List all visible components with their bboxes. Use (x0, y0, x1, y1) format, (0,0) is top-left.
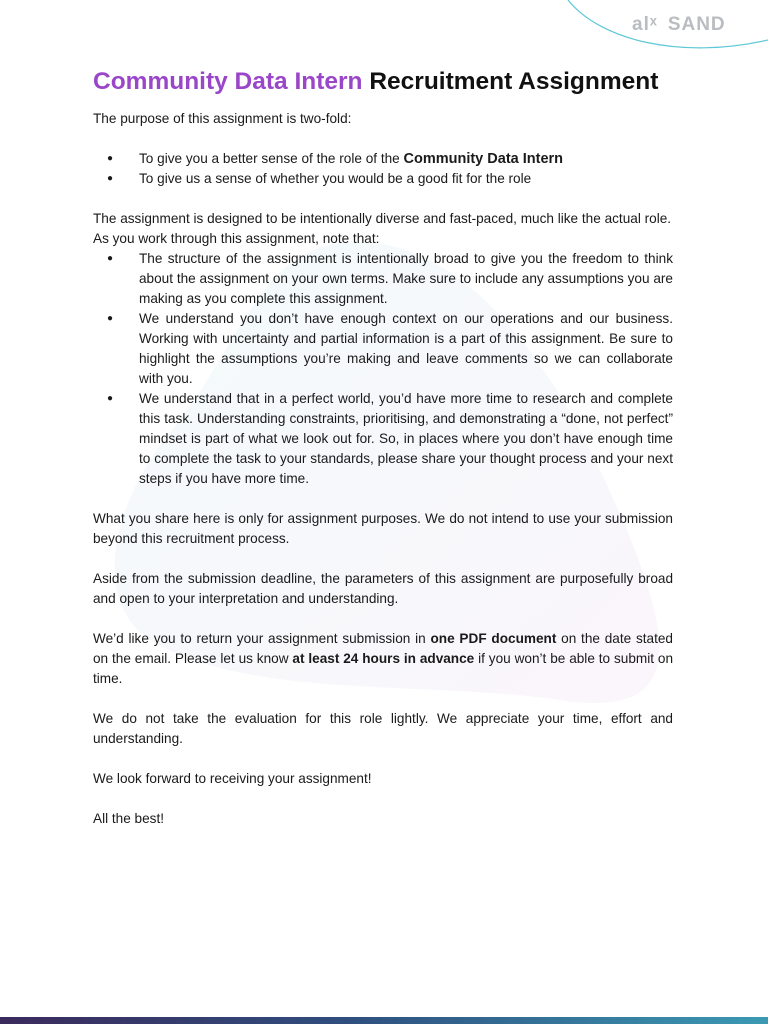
closing-line: We look forward to receiving your assignment! (93, 771, 372, 786)
parameters-paragraph: Aside from the submission deadline, the parameters of this assignment are purposefully broad and open to your interpretation and understanding. (93, 571, 673, 606)
submission-format: one PDF document (430, 631, 557, 646)
note-item-3: ● We understand that in a perfect world, you’d have more time to research and complete this task. Understanding constraints, prioritising, and demonstrating a “done, not perfect” mindset is part of what we look out for. So, in places where you don’t have enough time to complete the task to your standards, please share your thought process and your next steps if you have more time. (93, 389, 673, 489)
logo-alx-text: alˣ (632, 14, 658, 35)
page-title (93, 66, 673, 97)
alx-sand-logo (632, 14, 726, 36)
design-paragraph: The assignment is designed to be intentionally diverse and fast-paced, much like the actual role. (93, 211, 672, 226)
note-item-2: ● We understand you don’t have enough context on our operations and our business. Working with uncertainty and partial information is a part of this assignment. Be sure to highlight the assumptions you’re making and leave comments so we can collaborate with you. (93, 309, 673, 389)
spacer (93, 549, 673, 569)
submission-text-1: We’d like you to return your assignment submission in (93, 631, 431, 646)
intro-text: The purpose of this assignment is two-fold: (93, 111, 352, 126)
privacy-paragraph: What you share here is only for assignment purposes. We do not intend to use your submission beyond this recruitment process. (93, 511, 673, 546)
purpose-list (93, 149, 673, 189)
logo-sand-text: SAND (667, 14, 726, 35)
spacer (93, 129, 673, 149)
note-intro: As you work through this assignment, note that: (93, 231, 380, 246)
spacer (93, 789, 673, 809)
evaluation-paragraph: We do not take the evaluation for this role lightly. We appreciate your time, effort and understanding. (93, 711, 673, 746)
spacer (93, 749, 673, 769)
submission-text-2: on the date stated on the email. Please let us know (93, 631, 673, 666)
document-body (93, 66, 673, 829)
purpose-item-1 (93, 149, 673, 169)
footer-gradient-bar (0, 1017, 768, 1024)
title-rest: Recruitment Assignment (362, 68, 659, 95)
spacer (93, 609, 673, 629)
signoff: All the best! (93, 811, 165, 826)
spacer (93, 189, 673, 209)
notice-period: at least 24 hours in advance (292, 651, 475, 666)
role-name: Community Data Intern (403, 151, 564, 167)
submission-text-3: if you won’t be able to submit on time. (93, 651, 674, 686)
title-accent: Community Data Intern (93, 68, 363, 95)
note-item-1: ● The structure of the assignment is intentionally broad to give you the freedom to think about the assignment on your own terms. Make sure to include any assumptions you are making as you complete this assignment. (93, 249, 673, 309)
spacer (93, 689, 673, 709)
submission-paragraph (93, 629, 673, 689)
notes-list (93, 249, 673, 489)
purpose-item-2: ● To give us a sense of whether you would be a good fit for the role (93, 169, 673, 189)
purpose-item-1-text: To give you a better sense of the role of the (139, 151, 404, 166)
spacer (93, 489, 673, 509)
